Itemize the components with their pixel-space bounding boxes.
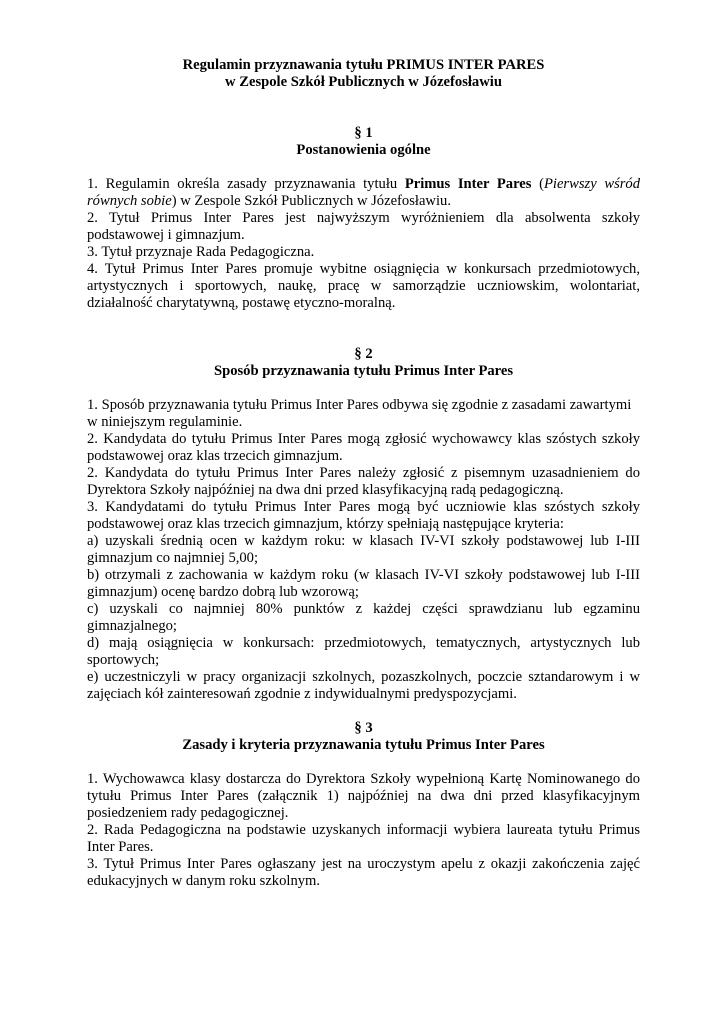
section-1 xyxy=(87,125,640,312)
section-2-item: b) otrzymali z zachowania w każdym roku (w klasach IV-VI szkoły podstawowej lub I-III gimnazjum) ocenę bardzo dobrą lub wzorową; xyxy=(87,567,640,600)
section-3-heading: Zasady i kryteria przyznawania tytułu Primus Inter Pares xyxy=(182,737,545,753)
section-2-item: d) mają osiągnięcia w konkursach: przedmiotowych, tematycznych, artystycznych lub sportowych; xyxy=(87,635,640,668)
section-2-item: 3. Kandydatami do tytułu Primus Inter Pares mogą być uczniowie klas szóstych szkoły podstawowej oraz klas trzecich gimnazjum, którzy spełniają następujące kryteria: xyxy=(87,499,640,532)
translation-italic: Pierwszy wśród równych sobie xyxy=(87,176,641,209)
section-3-item: 2. Rada Pedagogiczna na podstawie uzyskanych informacji wybiera laureata tytułu Primus Inter Pares. xyxy=(87,822,640,855)
document-title-line-2: w Zespole Szkół Publicznych w Józefosławiu xyxy=(225,74,502,90)
document-title-line-1: Regulamin przyznawania tytułu PRIMUS INTER PARES xyxy=(182,57,545,73)
section-1-paragraph-2: 2. Tytuł Primus Inter Pares jest najwyższym wyróżnieniem dla absolwenta szkoły podstawowej i gimnazjum. xyxy=(87,210,640,243)
section-2-item: 1. Sposób przyznawania tytułu Primus Inter Pares odbywa się zgodnie z zasadami zawartymi w niniejszym regulaminie. xyxy=(87,397,632,430)
section-3 xyxy=(87,720,640,890)
section-1-number: § 1 xyxy=(354,125,373,141)
document-page xyxy=(87,57,640,890)
section-1-paragraph-3: 3. Tytuł przyznaje Rada Pedagogiczna. xyxy=(87,244,315,260)
section-2-item: c) uzyskali co najmniej 80% punktów z każdej części sprawdzianu lub egzaminu gimnazjalnego; xyxy=(87,601,640,634)
section-2-item: a) uzyskali średnią ocen w każdym roku: w klasach IV-VI szkoły podstawowej lub I-III gimnazjum co najmniej 5,00; xyxy=(87,533,640,566)
section-2-item: 2. Kandydata do tytułu Primus Inter Pares mogą zgłosić wychowawcy klas szóstych szkoły podstawowej oraz klas trzecich gimnazjum. xyxy=(87,431,640,464)
section-2-heading: Sposób przyznawania tytułu Primus Inter Pares xyxy=(213,363,514,379)
section-2 xyxy=(87,346,640,703)
section-2-item: e) uczestniczyli w pracy organizacji szkolnych, pozaszkolnych, poczcie sztandarowym i w zajęciach kół zainteresowań zgodnie z indywidualnymi predyspozycjami. xyxy=(87,669,640,702)
section-2-item: 2. Kandydata do tytułu Primus Inter Pares należy zgłosić z pisemnym uzasadnieniem do Dyrektora Szkoły najpóźniej na dwa dni przed klasyfikacyjną radą pedagogiczną. xyxy=(87,465,640,498)
primus-inter-pares-bold: Primus Inter Pares xyxy=(404,176,532,192)
section-3-item: 1. Wychowawca klasy dostarcza do Dyrektora Szkoły wypełnioną Kartę Nominowanego do tytułu Primus Inter Pares (załącznik 1) najpóźniej na dwa dni przed klasyfikacyjnym posiedzeniem rady pedagogicznej. xyxy=(87,771,640,821)
section-1-heading: Postanowienia ogólne xyxy=(296,142,431,158)
section-1-paragraph-4: 4. Tytuł Primus Inter Pares promuje wybitne osiągnięcia w konkursach przedmiotowych, artystycznych i sportowych, naukę, pracę w samorządzie uczniowskim, wolontariat, działalność charytatywną, postawę etyczno-moralną. xyxy=(87,261,640,311)
section-3-item: 3. Tytuł Primus Inter Pares ogłaszany jest na uroczystym apelu z okazji zakończenia zajęć edukacyjnych w danym roku szkolnym. xyxy=(87,856,640,889)
section-3-number: § 3 xyxy=(354,720,373,736)
section-1-paragraph-1: 1. Regulamin określa zasady przyznawania tytułu Primus Inter Pares (Pierwszy wśród równych sobie) w Zespole Szkół Publicznych w Józefosławiu. xyxy=(87,176,641,209)
section-2-number: § 2 xyxy=(354,346,373,362)
